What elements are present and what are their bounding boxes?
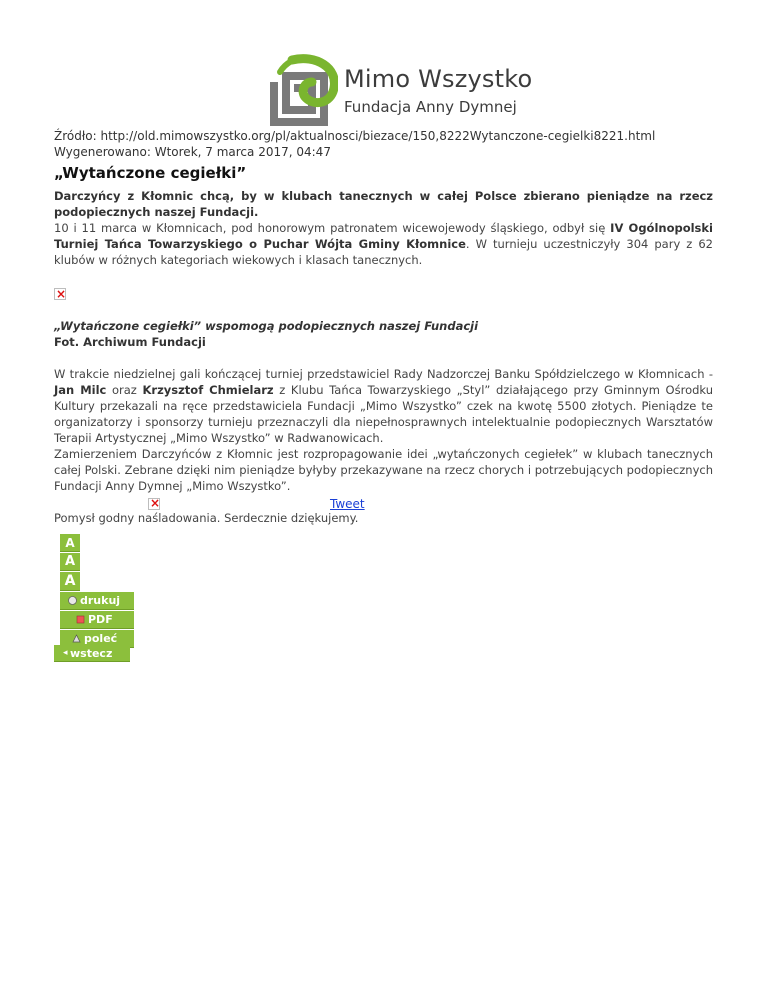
logo-mark-icon [268,52,338,128]
person-name: Krzysztof Chmielarz [142,383,274,397]
person-name: Jan Milc [54,383,107,397]
font-size-small-button[interactable]: A [60,534,80,552]
recommend-icon [72,634,81,643]
document-meta [54,128,655,160]
tournament-name: IV Ogólnopolski Turniej Tańca Towarzyskiego o Puchar Wójta Gminy Kłomnice [54,221,713,251]
broken-image-icon [54,288,66,300]
share-row [148,497,448,513]
pdf-label: PDF [88,613,113,626]
print-button[interactable] [60,592,134,610]
paragraph-intro [54,220,713,268]
generated-date: Wygenerowano: Wtorek, 7 marca 2017, 04:47 [54,145,331,159]
caption-text: „Wytańczone cegiełki” wspomogą podopiecznych naszej Fundacji [54,319,479,333]
donation-text-and: oraz [106,383,143,397]
recommend-label: poleć [84,632,118,645]
back-button[interactable] [54,645,130,662]
pdf-button[interactable] [60,611,134,629]
paragraph-donation [54,366,713,446]
broken-image-icon [148,498,160,510]
article-tools [60,534,134,649]
donation-text-end: z Klubu Tańca Towarzyskiego „Styl” działającego przy Gminnym Ośrodku Kultury przekazali na ręce przedstawiciela Fundacji „Mimo Wszystko” czek na kwotę 5500 złotych. Pieniądze te organizatorzy i sponsorzy turnieju przeznaczyli dla niepełnosprawnych intelektualnie podopiecznych Warsztatów Terapii Artystycznej „Mimo Wszystko” w Radwanowicach. [54,383,713,445]
intro-text-end: . W turnieju uczestniczyły 304 pary z 62 klubów w różnych kategoriach wiekowych i klasach tanecznych. [54,237,713,267]
donation-text: W trakcie niedzielnej gali kończącej turniej przedstawiciel Rady Nadzorczej Banku Spółdzielczego w Kłomnicach - [54,367,713,381]
source-url: Źródło: http://old.mimowszystko.org/pl/aktualnosci/biezace/150,8222Wytanczone-cegielki8221.html [54,129,656,143]
tweet-link[interactable]: Tweet [330,497,365,511]
article-title: „Wytańczone cegiełki” [54,164,247,182]
font-size-medium-button[interactable]: A [60,553,80,571]
font-size-large-button[interactable]: A [60,572,80,591]
back-arrow-icon: ◂ [63,648,68,658]
paragraph-idea: Zamierzeniem Darczyńców z Kłomnic jest rozpropagowanie idei „wytańczonych cegiełek” w klubach tanecznych całej Polski. Zebrane dzięki nim pieniądze byłyby przekazywane na rzecz chorych i potrzebujących podopiecznych Fundacji Anny Dymnej „Mimo Wszystko”. [54,447,713,493]
pdf-icon [76,615,85,624]
foundation-logo [268,52,533,130]
logo-subtitle: Fundacja Anny Dymnej [344,98,517,116]
photo-caption [54,318,713,350]
back-label: wstecz [70,647,113,660]
logo-title: Mimo Wszystko [344,65,533,93]
article-lead: Darczyńcy z Kłomnic chcą, by w klubach tanecznych w całej Polsce zbierano pieniądze na rzecz podopiecznych naszej Fundacji. [54,189,713,219]
article-body [54,188,713,526]
paragraph-thanks: Pomysł godny naśladowania. Serdecznie dziękujemy. [54,511,359,525]
photo-credit: Fot. Archiwum Fundacji [54,335,206,349]
intro-text: 10 i 11 marca w Kłomnicach, pod honorowym patronatem wicewojewody śląskiego, odbył się [54,221,611,235]
print-label: drukuj [80,594,121,607]
print-icon [68,596,77,605]
